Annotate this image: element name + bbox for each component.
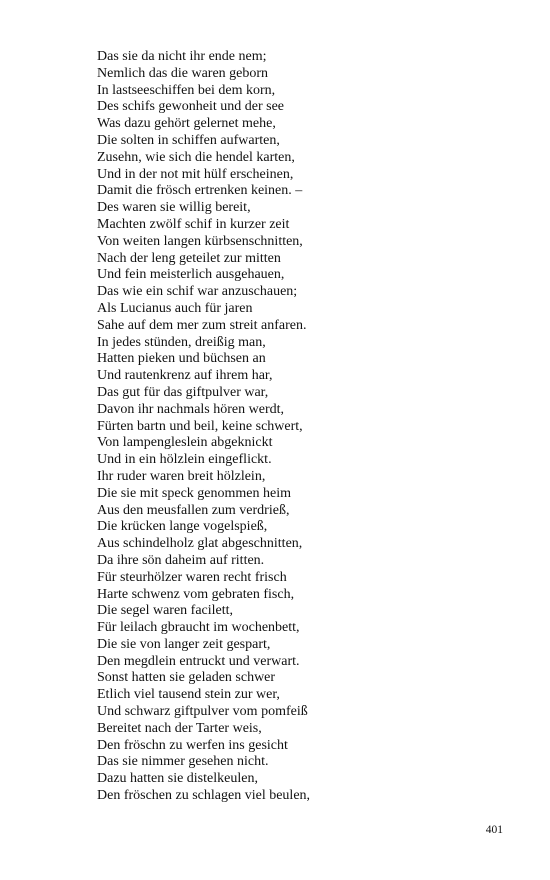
verse-line: In jedes stünden, dreißig man, — [97, 334, 266, 350]
verse-line: Den fröschn zu werfen ins gesicht — [97, 737, 288, 753]
verse-line: Das gut für das giftpulver war, — [97, 384, 269, 400]
verse-line: Das sie nimmer gesehen nicht. — [97, 754, 269, 770]
verse-line: Die solten in schiffen aufwarten, — [97, 132, 280, 148]
verse-line: Als Lucianus auch für jaren — [97, 300, 253, 316]
verse-line: Von lampengleslein abgeknickt — [97, 435, 273, 451]
verse-line: Aus schindelholz glat abgeschnitten, — [97, 536, 303, 552]
verse-line: Die sie von langer zeit gespart, — [97, 636, 271, 652]
verse-line: Den megdlein entruckt und verwart. — [97, 653, 300, 669]
verse-line: Sahe auf dem mer zum streit anfaren. — [97, 317, 307, 333]
verse-line: Ihr ruder waren breit hölzlein, — [97, 468, 266, 484]
verse-line: Aus den meusfallen zum verdrieß, — [97, 502, 290, 518]
verse-line: Des schifs gewonheit und der see — [97, 99, 285, 115]
verse-line: Nach der leng geteilet zur mitten — [97, 250, 281, 266]
verse-line: Was dazu gehört gelernet mehe, — [97, 116, 276, 132]
verse-line: Hatten pieken und büchsen an — [97, 351, 266, 367]
verse-line: Und fein meisterlich ausgehauen, — [97, 267, 285, 283]
verse-line: Und schwarz giftpulver vom pomfeiß — [97, 704, 308, 720]
verse-line: Harte schwenz vom gebraten fisch, — [97, 586, 295, 602]
verse-line: Davon ihr nachmals hören werdt, — [97, 401, 284, 417]
verse-line: Etlich viel tausend stein zur wer, — [97, 687, 280, 703]
poem-text — [97, 49, 310, 805]
verse-line: Und in der not mit hülf erscheinen, — [97, 166, 294, 182]
verse-line: Fürten bartn und beil, keine schwert, — [97, 418, 303, 434]
verse-line: Nemlich das die waren geborn — [97, 65, 269, 81]
page-number: 401 — [485, 824, 503, 836]
verse-line: In lastseeschiffen bei dem korn, — [97, 82, 276, 98]
verse-line: Die sie mit speck genommen heim — [97, 485, 292, 501]
verse-line: Dazu hatten sie distelkeulen, — [97, 771, 258, 787]
verse-line: Von weiten langen kürbsenschnitten, — [97, 233, 303, 249]
verse-line: Bereitet nach der Tarter weis, — [97, 720, 262, 736]
verse-line: Zusehn, wie sich die hendel karten, — [97, 149, 295, 165]
verse-line: Und in ein hölzlein eingeflickt. — [97, 452, 272, 468]
verse-line: Den fröschen zu schlagen viel beulen, — [97, 788, 311, 804]
verse-line: Das sie da nicht ihr ende nem; — [97, 49, 267, 64]
verse-line: Das wie ein schif war anzuschauen; — [97, 284, 298, 300]
verse-line: Die krücken lange vogelspieß, — [97, 519, 268, 535]
verse-line: Machten zwölf schif in kurzer zeit — [97, 216, 290, 232]
verse-line: Die segel waren facilett, — [97, 603, 234, 619]
verse-line: Für leilach gbraucht im wochenbett, — [97, 620, 300, 636]
verse-line: Sonst hatten sie geladen schwer — [97, 670, 276, 686]
verse-line: Des waren sie willig bereit, — [97, 200, 251, 216]
verse-line: Für steurhölzer waren recht frisch — [97, 569, 287, 585]
verse-line: Da ihre sön daheim auf ritten. — [97, 552, 265, 568]
verse-line: Damit die frösch ertrenken keinen. – — [97, 183, 303, 199]
verse-line: Und rautenkrenz auf ihrem har, — [97, 368, 273, 384]
